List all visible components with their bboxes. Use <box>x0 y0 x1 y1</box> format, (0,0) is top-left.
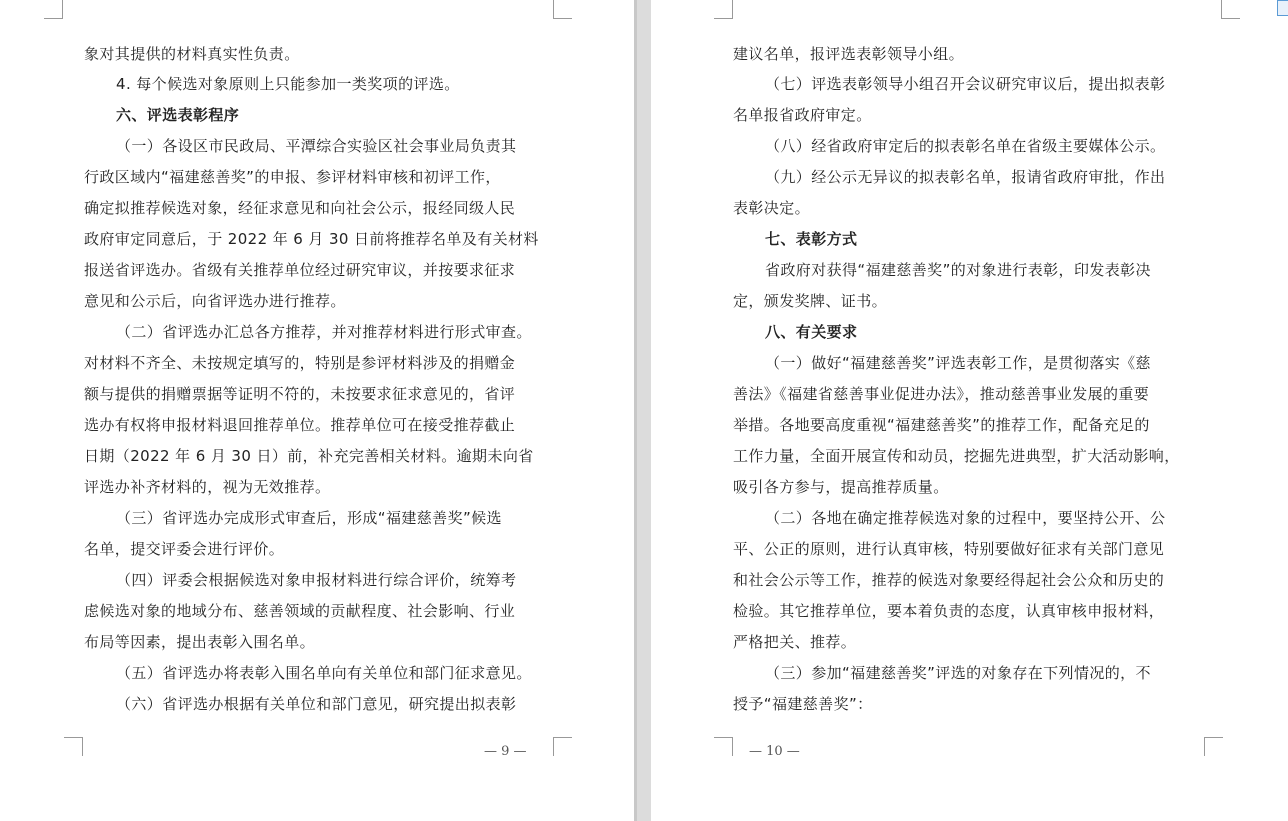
body-line: 对材料不齐全、未按规定填写的，特别是参评材料涉及的捐赠金 <box>84 354 516 372</box>
margin-corner-mark <box>553 0 572 19</box>
side-panel-tab-icon[interactable] <box>1277 0 1288 16</box>
body-line: 建议名单，报评选表彰领导小组。 <box>733 45 965 63</box>
body-line: 授予“福建慈善奖”： <box>733 695 873 713</box>
document-page-right <box>651 0 1288 821</box>
body-line: 名单，提交评委会进行评价。 <box>84 540 285 558</box>
page-shadow <box>634 0 637 821</box>
body-line: （八）经省政府审定后的拟表彰名单在省级主要媒体公示。 <box>765 137 1166 155</box>
body-line: 政府审定同意后，于 2022 年 6 月 30 日前将推荐名单及有关材料 <box>84 230 539 248</box>
body-line: 虑候选对象的地域分布、慈善领域的贡献程度、社会影响、行业 <box>84 602 516 620</box>
body-line: 表彰决定。 <box>733 199 811 217</box>
body-line: （一）做好“福建慈善奖”评选表彰工作，是贯彻落实《慈 <box>765 354 1151 372</box>
page-number: — 10 — <box>749 744 800 759</box>
section-heading: 八、有关要求 <box>765 323 858 341</box>
body-line: 象对其提供的材料真实性负责。 <box>84 45 300 63</box>
body-line: （四）评委会根据候选对象申报材料进行综合评价，统筹考 <box>116 571 517 589</box>
body-line: （三）省评选办完成形式审查后，形成“福建慈善奖”候选 <box>116 509 502 527</box>
body-line: （一）各设区市民政局、平潭综合实验区社会事业局负责其 <box>116 137 517 155</box>
body-line: （二）省评选办汇总各方推荐，并对推荐材料进行形式审查。 <box>116 323 532 341</box>
margin-corner-mark <box>714 737 733 756</box>
margin-corner-mark <box>44 0 63 19</box>
page-number: — 9 — <box>484 744 527 759</box>
margin-corner-mark <box>714 0 733 19</box>
body-line: 报送省评选办。省级有关推荐单位经过研究审议，并按要求征求 <box>84 261 516 279</box>
body-line: 选办有权将申报材料退回推荐单位。推荐单位可在接受推荐截止 <box>84 416 516 434</box>
section-heading: 六、评选表彰程序 <box>116 106 240 124</box>
body-line: （三）参加“福建慈善奖”评选的对象存在下列情况的，不 <box>765 664 1151 682</box>
body-line: （五）省评选办将表彰入围名单向有关单位和部门征求意见。 <box>116 664 532 682</box>
margin-corner-mark <box>1204 737 1223 756</box>
body-line: 意见和公示后，向省评选办进行推荐。 <box>84 292 346 310</box>
body-line: 确定拟推荐候选对象，经征求意见和向社会公示，报经同级人民 <box>84 199 516 217</box>
body-line: 日期（2022 年 6 月 30 日）前，补充完善相关材料。逾期未向省 <box>84 447 534 465</box>
section-heading: 七、表彰方式 <box>765 230 858 248</box>
body-line: 善法》《福建省慈善事业促进办法》，推动慈善事业发展的重要 <box>733 385 1150 403</box>
body-line: （六）省评选办根据有关单位和部门意见，研究提出拟表彰 <box>116 695 517 713</box>
body-line: 定，颁发奖牌、证书。 <box>733 292 888 310</box>
body-line: 省政府对获得“福建慈善奖”的对象进行表彰，印发表彰决 <box>765 261 1151 279</box>
margin-corner-mark <box>64 737 83 756</box>
document-page-left <box>0 0 634 821</box>
body-line: 举措。各地要高度重视“福建慈善奖”的推荐工作，配备充足的 <box>733 416 1150 434</box>
body-line: 检验。其它推荐单位，要本着负责的态度，认真审核申报材料， <box>733 602 1165 620</box>
body-line: 4. 每个候选对象原则上只能参加一类奖项的评选。 <box>116 75 460 93</box>
body-line: 布局等因素，提出表彰入围名单。 <box>84 633 316 651</box>
body-line: 吸引各方参与，提高推荐质量。 <box>733 478 949 496</box>
body-line: 名单报省政府审定。 <box>733 106 872 124</box>
body-line: （九）经公示无异议的拟表彰名单，报请省政府审批，作出 <box>765 168 1166 186</box>
body-line: 工作力量，全面开展宣传和动员，挖掘先进典型，扩大活动影响， <box>733 447 1180 465</box>
margin-corner-mark <box>553 737 572 756</box>
body-line: 评选办补齐材料的，视为无效推荐。 <box>84 478 331 496</box>
body-line: （二）各地在确定推荐候选对象的过程中，要坚持公开、公 <box>765 509 1166 527</box>
body-line: 额与提供的捐赠票据等证明不符的，未按要求征求意见的，省评 <box>84 385 516 403</box>
body-line: 和社会公示等工作，推荐的候选对象要经得起社会公众和历史的 <box>733 571 1165 589</box>
body-line: 行政区域内“福建慈善奖”的申报、参评材料审核和初评工作， <box>84 168 501 186</box>
body-line: 严格把关、推荐。 <box>733 633 857 651</box>
body-line: 平、公正的原则，进行认真审核，特别要做好征求有关部门意见 <box>733 540 1165 558</box>
margin-corner-mark <box>1221 0 1240 19</box>
body-line: （七）评选表彰领导小组召开会议研究审议后，提出拟表彰 <box>765 75 1166 93</box>
